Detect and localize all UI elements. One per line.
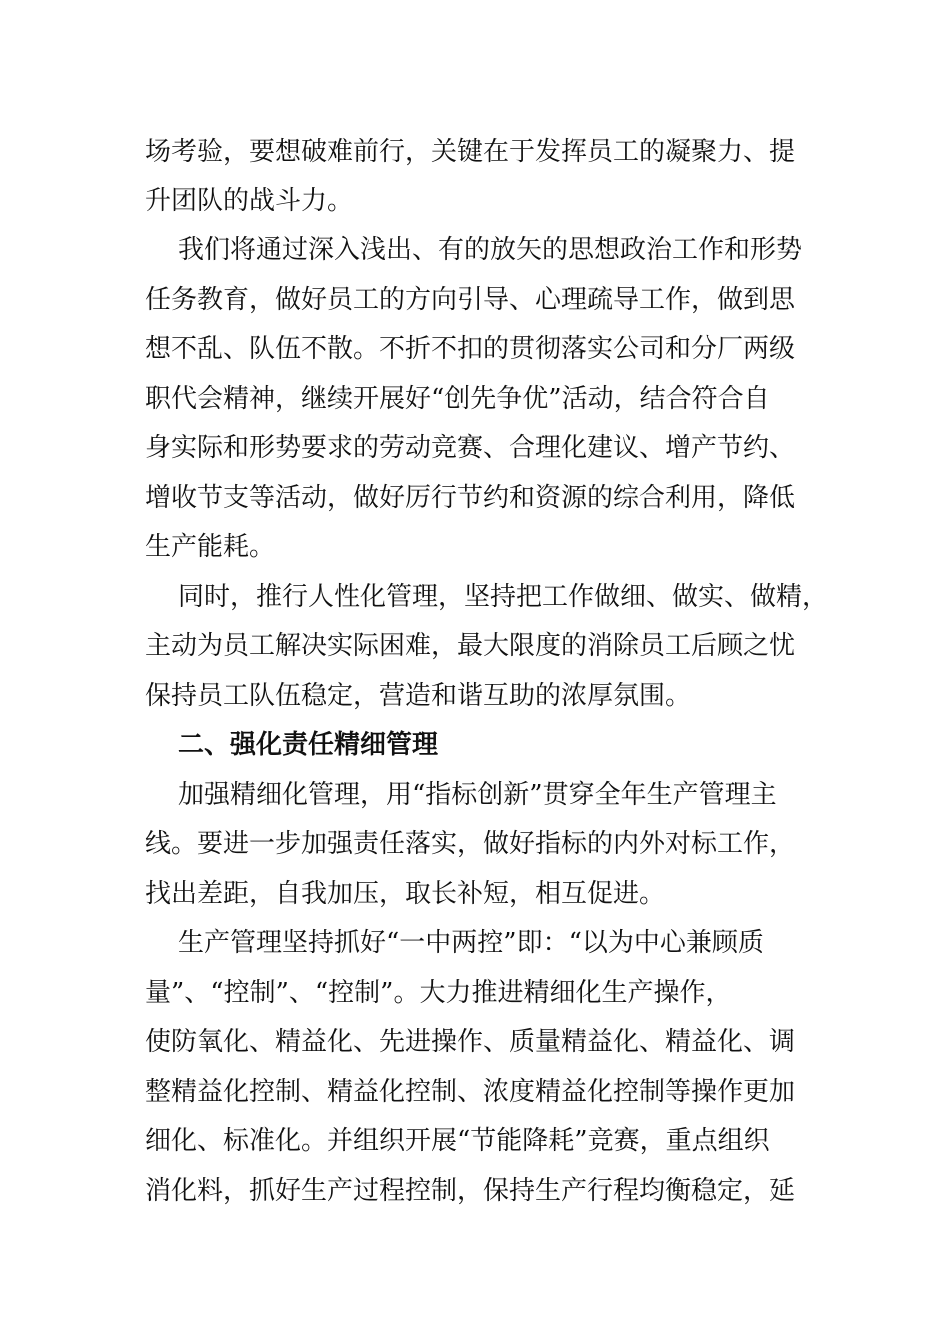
line-text: 想不乱、队伍不散。不折不扣的贯彻落实公司和分厂两级 <box>145 334 796 364</box>
line-text: 增收节支等活动，做好厉行节约和资源的综合利用，降低 <box>145 483 796 513</box>
line-text: 整精益化控制、精益化控制、浓度精益化控制等操作更加 <box>145 1077 796 1107</box>
line-text: 职代会精神，继续开展好“创先争优”活动，结合符合自 <box>145 384 770 414</box>
text-line <box>0 522 950 572</box>
text-line <box>0 869 950 919</box>
line-text: 生产能耗。 <box>145 532 276 562</box>
text-line <box>0 127 950 177</box>
text-line <box>0 621 950 671</box>
text-line <box>0 918 950 968</box>
line-text: 量”、“控制”、“控制”。大力推进精细化生产操作， <box>145 978 732 1008</box>
line-text: 找出差距，自我加压，取长补短，相互促进。 <box>145 879 666 909</box>
text-line <box>0 819 950 869</box>
line-text: 场考验，要想破难前行，关键在于发挥员工的凝聚力、提 <box>145 137 796 167</box>
text-line <box>0 374 950 424</box>
section-heading <box>0 720 950 770</box>
line-text: 细化、标准化。并组织开展“节能降耗”竞赛，重点组织 <box>145 1126 770 1156</box>
text-line <box>0 423 950 473</box>
text-line <box>0 176 950 226</box>
line-text: 升团队的战斗力。 <box>145 186 354 216</box>
text-line <box>0 671 950 721</box>
line-text: 使防氧化、精益化、先进操作、质量精益化、精益化、调 <box>145 1027 796 1057</box>
text-line <box>0 1017 950 1067</box>
text-line <box>0 473 950 523</box>
text-line <box>0 572 950 622</box>
text-line <box>0 968 950 1018</box>
text-line <box>0 275 950 325</box>
heading-text: 二、强化责任精细管理 <box>178 730 439 760</box>
text-line <box>0 225 950 275</box>
line-text: 任务教育，做好员工的方向引导、心理疏导工作，做到思 <box>145 285 796 315</box>
line-text: 加强精细化管理，用“指标创新”贯穿全年生产管理主 <box>178 780 777 810</box>
text-line <box>0 770 950 820</box>
line-text: 线。要进一步加强责任落实，做好指标的内外对标工作， <box>145 829 796 859</box>
text-line <box>0 324 950 374</box>
text-line <box>0 1166 950 1216</box>
text-line <box>0 1116 950 1166</box>
line-text: 主动为员工解决实际困难，最大限度的消除员工后顾之忧 <box>145 631 796 661</box>
line-text: 生产管理坚持抓好“一中两控”即：“以为中心兼顾质 <box>178 928 764 958</box>
line-text: 消化料，抓好生产过程控制，保持生产行程均衡稳定，延 <box>145 1176 796 1206</box>
line-text: 我们将通过深入浅出、有的放矢的思想政治工作和形势 <box>178 235 803 265</box>
text-line <box>0 1067 950 1117</box>
line-text: 同时，推行人性化管理，坚持把工作做细、做实、做精， <box>178 582 829 612</box>
line-text: 保持员工队伍稳定，营造和谐互助的浓厚氛围。 <box>145 681 692 711</box>
line-text: 身实际和形势要求的劳动竞赛、合理化建议、增产节约、 <box>145 433 796 463</box>
